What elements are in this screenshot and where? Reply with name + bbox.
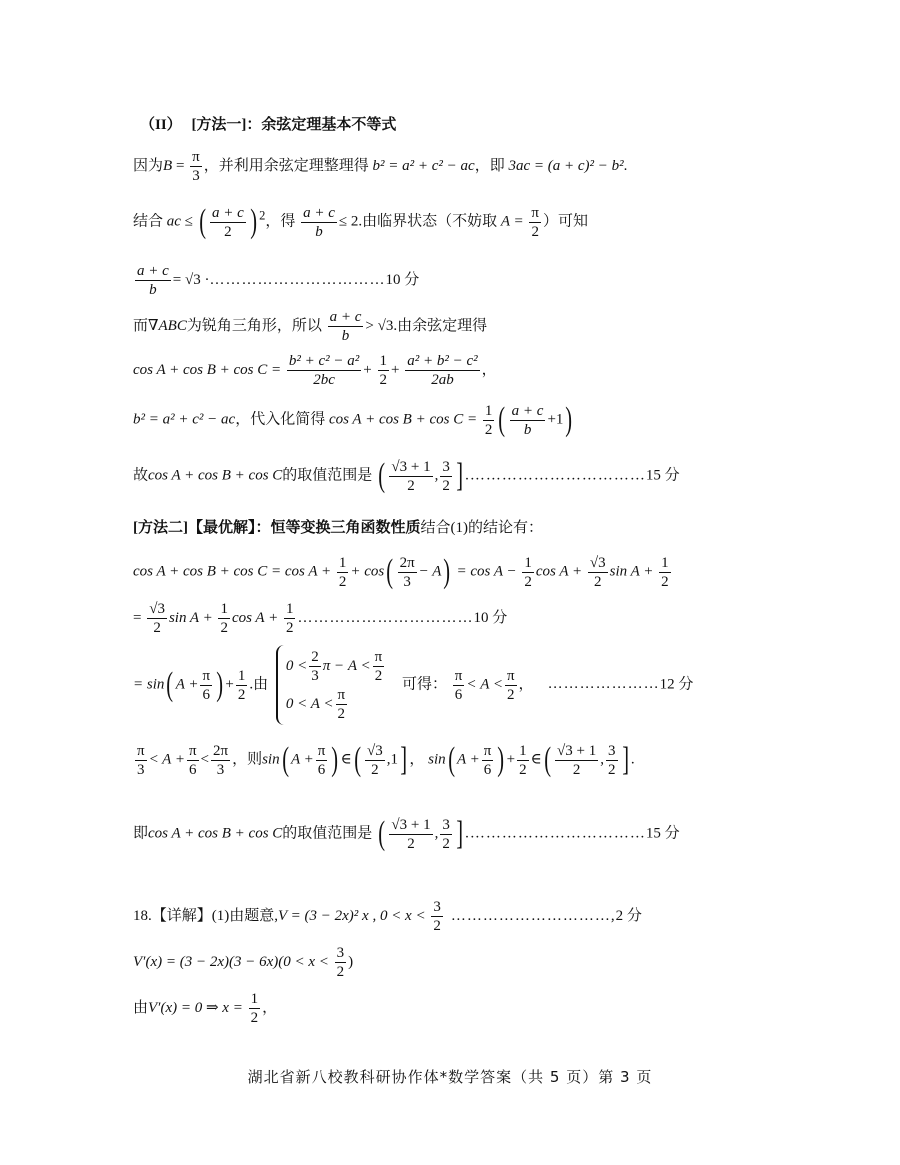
formula-3ac: 3ac = (a + c)² − b² <box>508 157 624 174</box>
plus: + <box>391 361 400 378</box>
num: π <box>454 667 463 684</box>
den: 2 <box>237 686 246 703</box>
fraction-sqrt3-plus-1-over-2 <box>555 742 598 779</box>
fraction-one-half <box>517 742 529 779</box>
den: 2 <box>524 573 532 590</box>
num: 1 <box>484 402 493 419</box>
fraction-a-plus-c-over-2 <box>210 204 246 241</box>
paren-left: ( <box>198 203 206 240</box>
den: 6 <box>188 761 197 778</box>
den: 2 <box>661 573 669 590</box>
triangle-label: ∇ABC <box>148 317 187 334</box>
line-acute-triangle <box>133 308 487 345</box>
num: π <box>337 686 346 703</box>
bracket-right: ] <box>621 741 629 778</box>
text: ∈ <box>340 751 352 768</box>
leader-dots: .…………………………… <box>465 467 646 484</box>
den: b <box>315 223 323 240</box>
den: 2 <box>507 686 515 703</box>
num: 3 <box>336 945 345 961</box>
num: 3 <box>442 816 450 833</box>
paren-left: ( <box>281 741 289 778</box>
den: 6 <box>317 761 326 778</box>
formula: π − A < <box>322 658 371 674</box>
num: a + c <box>137 263 169 279</box>
fraction-cos-c <box>405 352 479 389</box>
text: ，即 <box>474 157 505 174</box>
formula: V′(x) = 0 ⇒ x = <box>148 999 243 1016</box>
num: π <box>188 742 197 759</box>
fraction-pi-over-2 <box>373 648 385 685</box>
den: 2 <box>153 620 161 636</box>
den: b <box>523 421 532 438</box>
formula: 0 < A < <box>285 696 334 712</box>
formula: sin A + <box>168 609 213 626</box>
den: 2 <box>224 223 232 240</box>
num: √3 + 1 <box>391 458 431 475</box>
num: a + c <box>211 204 244 221</box>
text: = √3 · <box>172 271 210 288</box>
text: < <box>200 751 209 768</box>
fraction-one-half <box>218 600 230 637</box>
den: 3 <box>216 761 225 778</box>
text: = <box>133 609 142 626</box>
formula: cos A + <box>231 609 279 626</box>
text: . <box>630 751 635 768</box>
formula: A + <box>175 676 199 693</box>
text: ，并利用余弦定理整理得 <box>203 157 369 174</box>
fraction-cos-a <box>287 352 361 389</box>
formula: < A + <box>148 751 185 768</box>
den: 2 <box>337 705 346 722</box>
paren-right: ) <box>331 741 339 778</box>
formula: V = (3 − 2x)² x , 0 < x < <box>278 907 426 924</box>
text: ≤ 2 <box>338 213 359 230</box>
text: 由 <box>133 999 149 1016</box>
fraction-3-over-2 <box>606 742 618 779</box>
var-b: B <box>163 157 173 174</box>
num: 3 <box>433 899 441 915</box>
paren-right: ) <box>497 741 505 778</box>
paren-left: ( <box>498 401 506 438</box>
text: ) <box>348 953 354 970</box>
fraction-sqrt3-over-2 <box>365 742 385 779</box>
fraction-sqrt3-plus-1-over-2 <box>389 458 432 495</box>
formula: V′(x) = (3 − 2x)(3 − 6x)(0 < x < <box>133 953 329 970</box>
formula: sin A + <box>609 563 654 580</box>
formula-ac-le: ac ≤ <box>166 213 193 230</box>
formula: = cos A − <box>456 563 517 580</box>
text: ， <box>409 751 425 768</box>
line-q18-critical-point <box>133 990 277 1027</box>
score-label: 15 分 <box>645 467 680 484</box>
num: 1 <box>250 991 259 1007</box>
fraction-sqrt3-over-2 <box>147 600 167 637</box>
line-inequality: 结合 ac ≤ ( $\frac{a + c}{2}$ ) $^2$，得 $\frac{a + c}{b}$ ≤ 2.由临界状态（不妨取 A = $\frac{\pi}{2}$ ）可知 <box>133 203 588 240</box>
formula: cos A + cos B + cos C = cos A + <box>133 563 332 580</box>
num: 3 <box>608 742 616 759</box>
den: 2 <box>338 573 347 590</box>
num: 1 <box>285 601 294 617</box>
den: 3 <box>311 667 319 684</box>
num: 1 <box>519 742 527 759</box>
question-18-label: 18.【详解】(1)由题意, <box>133 907 278 924</box>
formula-b-squared: b² = a² + c² − ac <box>372 157 475 174</box>
method-one-title: [方法一]：余弦定理基本不等式 <box>191 117 397 133</box>
den: 2 <box>519 761 527 778</box>
page-footer: 湖北省新八校教科研协作体*数学答案（共 5 页）第 3 页 <box>247 1068 653 1086</box>
den: 2 <box>484 421 493 438</box>
den: 2 <box>250 1010 259 1026</box>
num: b² + c² − a² <box>288 353 360 369</box>
text: ，则 <box>232 751 263 768</box>
paren-left: ( <box>378 815 386 852</box>
fraction-3-over-2 <box>440 458 452 495</box>
text: ，得 <box>265 213 296 230</box>
leader-dots: …………………………… <box>209 271 386 288</box>
text: 故 <box>133 467 149 484</box>
fraction-a-plus-c-over-b <box>328 308 364 345</box>
paren-right: ) <box>250 203 257 240</box>
fraction-sqrt3-over-2 <box>588 554 608 591</box>
fraction-one-half <box>249 990 261 1027</box>
num: a + c <box>303 204 335 221</box>
score-label: 2 分 <box>615 907 642 924</box>
leader-dots: …………………………, <box>450 907 616 924</box>
text: 为锐角三角形，所以 <box>186 317 322 334</box>
den: 2 <box>336 964 345 980</box>
num: π <box>506 667 515 684</box>
inequality-system <box>276 645 394 725</box>
leader-dots: …………………………… <box>297 609 474 626</box>
num: 1 <box>379 353 388 369</box>
den: 2 <box>608 761 616 778</box>
formula: cos A + cos B + cos C <box>148 467 283 484</box>
fraction-one-half <box>522 554 534 591</box>
bracket-right: ] <box>456 457 463 494</box>
fraction-3-over-2 <box>431 898 443 935</box>
num: a² + b² − c² <box>407 353 478 369</box>
formula: − A <box>418 563 442 580</box>
num: π <box>192 149 200 165</box>
paren-right: ) <box>443 553 451 590</box>
paren-left: ( <box>386 553 394 590</box>
den: 2 <box>572 761 581 778</box>
text: .由临界状态（不妨取 <box>358 213 498 230</box>
plus: + <box>225 676 234 693</box>
den: 2 <box>531 223 539 240</box>
text: ， <box>262 999 278 1016</box>
formula: A + <box>456 751 480 768</box>
line-m3 <box>133 645 693 725</box>
den: 2 <box>433 918 441 934</box>
fraction-one-half <box>483 402 495 439</box>
score-label: 15 分 <box>645 825 680 842</box>
text: ∈ <box>530 751 542 768</box>
text: 结合 <box>133 213 164 230</box>
num: √3 + 1 <box>557 742 597 759</box>
system-row-1 <box>286 647 386 685</box>
line-sqrt3-10pts <box>133 262 419 299</box>
num: 1 <box>220 601 228 617</box>
line-m2 <box>133 600 507 637</box>
den: 2 <box>407 835 415 852</box>
num: π <box>317 742 326 759</box>
den: 2 <box>379 372 388 388</box>
den: 2 <box>371 761 379 778</box>
den: 2 <box>594 573 602 590</box>
fraction-3-over-2 <box>440 816 452 853</box>
line-cos-sum-expand: cos A + cos B + cos C = $\frac{\text{b² + c² − a²}}{2bc}$ + $\frac{1}{2}$ + $\frac{\text{a² + b² − c²}}{2ab}$ ， <box>133 353 497 388</box>
num: 2 <box>311 648 319 665</box>
paren-left: ( <box>543 741 551 778</box>
num: π <box>202 667 211 684</box>
method-one-heading <box>140 115 396 135</box>
formula: sin <box>428 751 446 768</box>
formula: cos A + <box>535 563 583 580</box>
text: 的取值范围是 <box>282 825 373 842</box>
den: 6 <box>454 686 463 703</box>
line-range-15pts-b: 即cos A + cos B + cos C的取值范围是 ( $\frac{√3 + 1}{2}$ , $\frac{3}{2}$ ] .……………………………15 分 <box>133 815 680 852</box>
den: 2ab <box>431 372 454 388</box>
fraction-one-half <box>236 667 248 704</box>
leader-dots: ………………… <box>547 676 660 693</box>
text: > √3 <box>365 317 394 334</box>
line-q18-derivative <box>133 944 353 981</box>
formula: cos A + cos B + cos C <box>148 825 283 842</box>
fraction-sqrt3-plus-1-over-2 <box>389 816 432 853</box>
text: 而 <box>133 317 149 334</box>
num: √3 <box>589 554 606 571</box>
fraction-pi-over-6 <box>200 667 212 704</box>
num: 3 <box>442 458 450 475</box>
formula: cos A + cos B + cos C = <box>133 361 282 378</box>
fraction-one-half <box>284 600 296 637</box>
num: a + c <box>329 309 362 325</box>
den: 2 <box>285 620 294 636</box>
line-substitute <box>133 400 575 440</box>
method-two-heading <box>133 518 543 538</box>
fraction-2pi-over-3 <box>211 742 230 779</box>
den: 2 <box>407 477 415 494</box>
fraction-2-over-3 <box>309 648 321 685</box>
num: 2π <box>399 554 415 571</box>
fraction-3-over-2 <box>335 944 347 981</box>
formula: A + <box>290 751 314 768</box>
text: 结合(1)的结论有： <box>420 520 543 536</box>
leader-dots: .…………………………… <box>465 825 646 842</box>
num: √3 <box>367 742 383 759</box>
formula: b² = a² + c² − ac <box>133 411 236 428</box>
paren-left: ( <box>166 666 174 703</box>
num: 1 <box>338 554 347 571</box>
score-label: 10 分 <box>385 271 420 288</box>
fraction-pi-over-6 <box>482 742 494 779</box>
plus: + <box>506 751 516 768</box>
formula: 0 < <box>285 658 308 674</box>
den: 2bc <box>313 372 335 388</box>
part-number: （II） <box>140 117 182 133</box>
line-law-of-cosines: 因为B = $\frac{\pi}{3}$ ，并利用余弦定理整理得 b² = a² + c² − ac，即 3ac = (a + c)² − b². <box>133 149 628 184</box>
text: 的取值范围是 <box>282 467 373 484</box>
num: π <box>531 204 539 221</box>
text: ,1 <box>386 751 399 768</box>
num: π <box>137 742 145 759</box>
fraction-a-plus-c-over-b <box>510 402 546 439</box>
num: √3 <box>149 601 165 617</box>
bracket-right: ] <box>400 741 408 778</box>
formula: cos A + cos B + cos C = <box>328 411 478 428</box>
num: 1 <box>524 554 532 571</box>
num: a + c <box>511 402 544 419</box>
fraction-pi-over-2 <box>505 667 517 704</box>
text: 因为 <box>133 157 164 174</box>
fraction-pi-over-6 <box>187 742 199 779</box>
fraction-one-half <box>659 554 671 591</box>
fraction-one-half <box>378 352 390 389</box>
text: ，代入化简得 <box>235 411 326 428</box>
fraction-pi-over-3 <box>190 148 202 185</box>
plus: + <box>363 361 372 378</box>
paren-right: ) <box>216 666 224 703</box>
num: 1 <box>661 554 669 571</box>
fraction-one-half <box>337 554 349 591</box>
text: 可得： <box>401 676 447 693</box>
paren-left: ( <box>447 741 455 778</box>
den: 6 <box>483 761 492 778</box>
den: 2 <box>442 835 450 852</box>
method-two-title: [方法二]【最优解】：恒等变换三角函数性质 <box>133 520 421 536</box>
fraction-pi-over-6 <box>316 742 328 779</box>
den: 6 <box>202 686 211 703</box>
paren-left: ( <box>378 457 386 494</box>
den: 2 <box>442 477 450 494</box>
paren-right: ) <box>565 401 573 438</box>
line-m1 <box>133 552 673 592</box>
den: 2 <box>374 667 383 684</box>
fraction-2pi-over-3 <box>398 554 417 591</box>
den: 3 <box>192 168 200 184</box>
fraction-pi-over-6 <box>453 667 465 704</box>
line-range-15pts-a: 故cos A + cos B + cos C的取值范围是 ( $\frac{√3 + 1}{2}$ , $\frac{3}{2}$ ] .……………………………15 分 <box>133 457 680 494</box>
formula: = sin <box>133 676 165 693</box>
score-label: 10 分 <box>473 609 508 626</box>
formula: < A < <box>466 676 503 693</box>
text: .由 <box>249 676 269 693</box>
formula: sin <box>262 751 280 768</box>
formula-a-eq: A = <box>500 213 524 230</box>
fraction-a-plus-c-over-b <box>135 262 171 299</box>
text: .由余弦定理得 <box>393 317 488 334</box>
fraction-pi-over-2 <box>529 204 541 241</box>
den: 3 <box>137 761 145 778</box>
system-row-2 <box>286 685 386 723</box>
fraction-pi-over-3 <box>135 742 147 779</box>
den: 3 <box>403 573 411 590</box>
den: 2 <box>220 620 228 636</box>
bracket-right: ] <box>456 815 463 852</box>
score-label: 12 分 <box>659 676 694 693</box>
paren-left: ( <box>353 741 361 778</box>
num: 1 <box>237 667 246 684</box>
text: ， <box>518 676 534 693</box>
line-q18-volume <box>133 898 642 935</box>
fraction-a-plus-c-over-b <box>301 204 337 241</box>
den: b <box>149 282 157 298</box>
num: 2π <box>213 742 229 759</box>
num: π <box>483 742 492 759</box>
num: √3 + 1 <box>391 816 431 833</box>
text: ）可知 <box>542 213 588 230</box>
den: b <box>341 328 350 344</box>
line-m4: $\frac{\pi}{3}$ < A + $\frac{\pi}{6}$ < $\frac{2\pi}{3}$ ，则sin( A + $\frac{\pi}{6}$ ) ∈( $\frac{√3}{2}$ ,1] ， sin( A + $\frac{\pi}{6}$ ) + $\frac{1}{2}$ ∈( $\frac{√3 + 1}{2}$ , $\frac{3}{2}$ ] . <box>137 741 635 778</box>
formula: + cos <box>350 563 385 580</box>
text: +1 <box>547 411 564 428</box>
text: 即 <box>133 825 149 842</box>
fraction-pi-over-2 <box>336 686 348 723</box>
num: π <box>374 648 383 665</box>
